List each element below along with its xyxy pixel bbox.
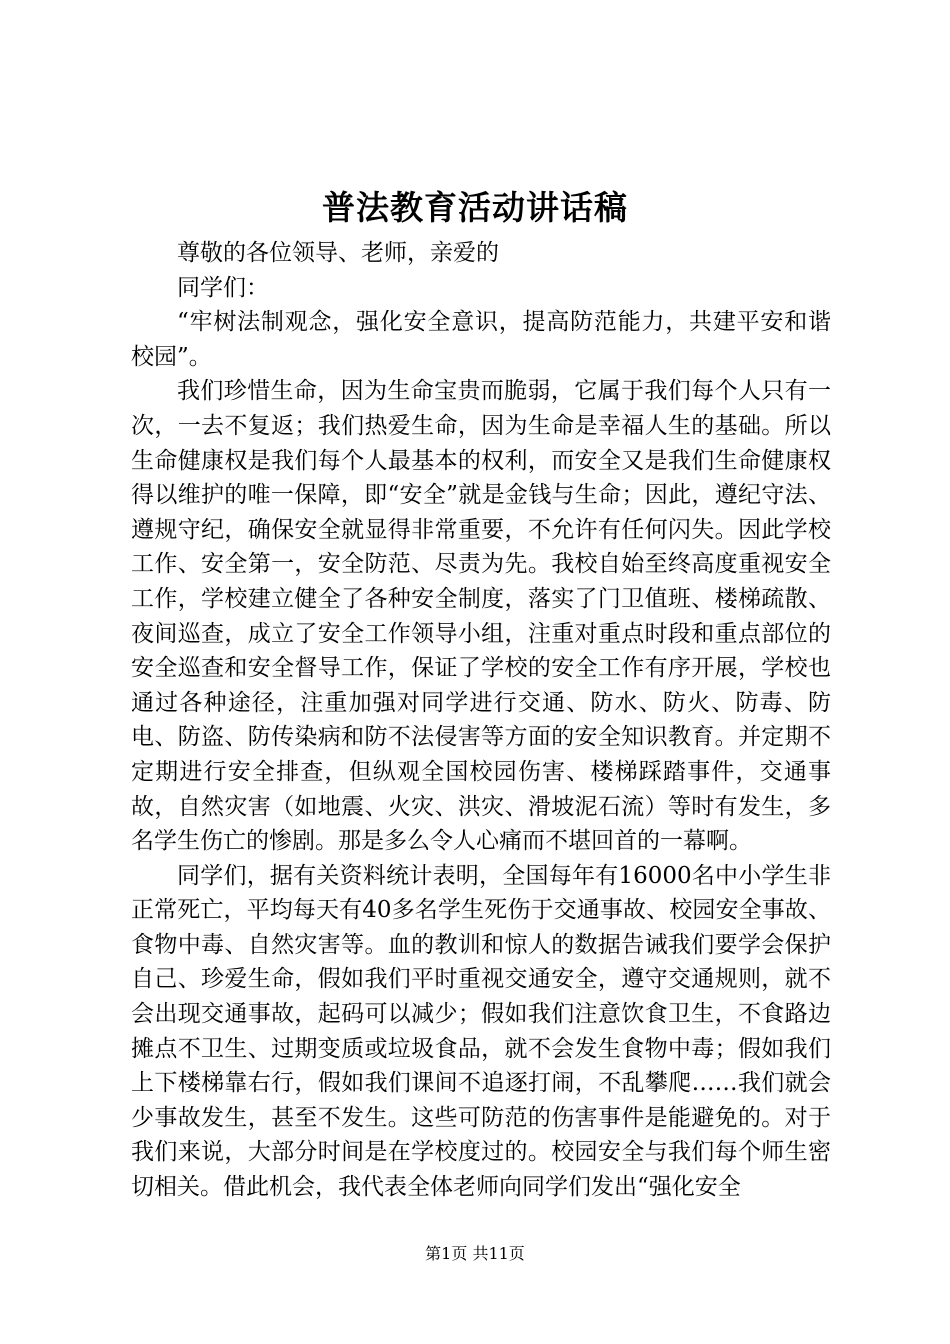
body-paragraph: 同学们，据有关资料统计表明，全国每年有16000名中小学生非正常死亡，平均每天有40多名学生死伤于交通事故、校园安全事故、食物中毒、自然灾害等。血的教训和惊人的数据告诫我们要学会保护自己、珍爱生命，假如我们平时重视交通安全，遵守交通规则，就不会出现交通事故，起码可以减少；假如我们注意饮食卫生，不食路边摊点不卫生、过期变质或垃圾食品，就不会发生食物中毒；假如我们上下楼梯靠右行，假如我们课间不追逐打闹，不乱攀爬……我们就会少事故发生，甚至不发生。这些可防范的伤害事件是能避免的。对于我们来说，大部分时间是在学校度过的。校园安全与我们每个师生密切相关。借此机会，我代表全体老师向同学们发出“强化安全	[131, 862, 831, 1201]
salutation-line-2: 同学们：	[177, 274, 269, 301]
salutation-line-1: 尊敬的各位领导、老师，亲爱的	[177, 240, 499, 266]
body-paragraph: 我们珍惜生命，因为生命宝贵而脆弱，它属于我们每个人只有一次，一去不复返；我们热爱生命，因为生命是幸福人生的基础。所以生命健康权是我们每个人最基本的权利，而安全又是我们生命健康权得以维护的唯一保障，即“安全”就是金钱与生命；因此，遵纪守法、遵规守纪，确保安全就显得非常重要，不允许有任何闪失。因此学校工作、安全第一，安全防范、尽责为先。我校自始至终高度重视安全工作，学校建立健全了各种安全制度，落实了门卫值班、楼梯疏散、夜间巡查，成立了安全工作领导小组，注重对重点时段和重点部位的安全巡查和安全督导工作，保证了学校的安全工作有序开展，学校也通过各种途径，注重加强对同学进行交通、防水、防火、防毒、防电、防盗、防传染病和防不法侵害等方面的安全知识教育。并定期不定期进行安全排查，但纵观全国校园伤害、楼梯踩踏事件，交通事故，自然灾害（如地震、火灾、洪灾、滑坡泥石流）等时有发生，多名学生伤亡的惨剧。那是多么令人心痛而不堪回首的一幕啊。	[131, 378, 831, 855]
document-body	[131, 236, 831, 1205]
document-title: 普法教育活动讲话稿	[322, 188, 628, 227]
page-number-footer: 第1页 共11页	[425, 1244, 525, 1263]
slogan-paragraph: “牢树法制观念，强化安全意识，提高防范能力，共建平安和谐校园”。	[131, 309, 831, 370]
